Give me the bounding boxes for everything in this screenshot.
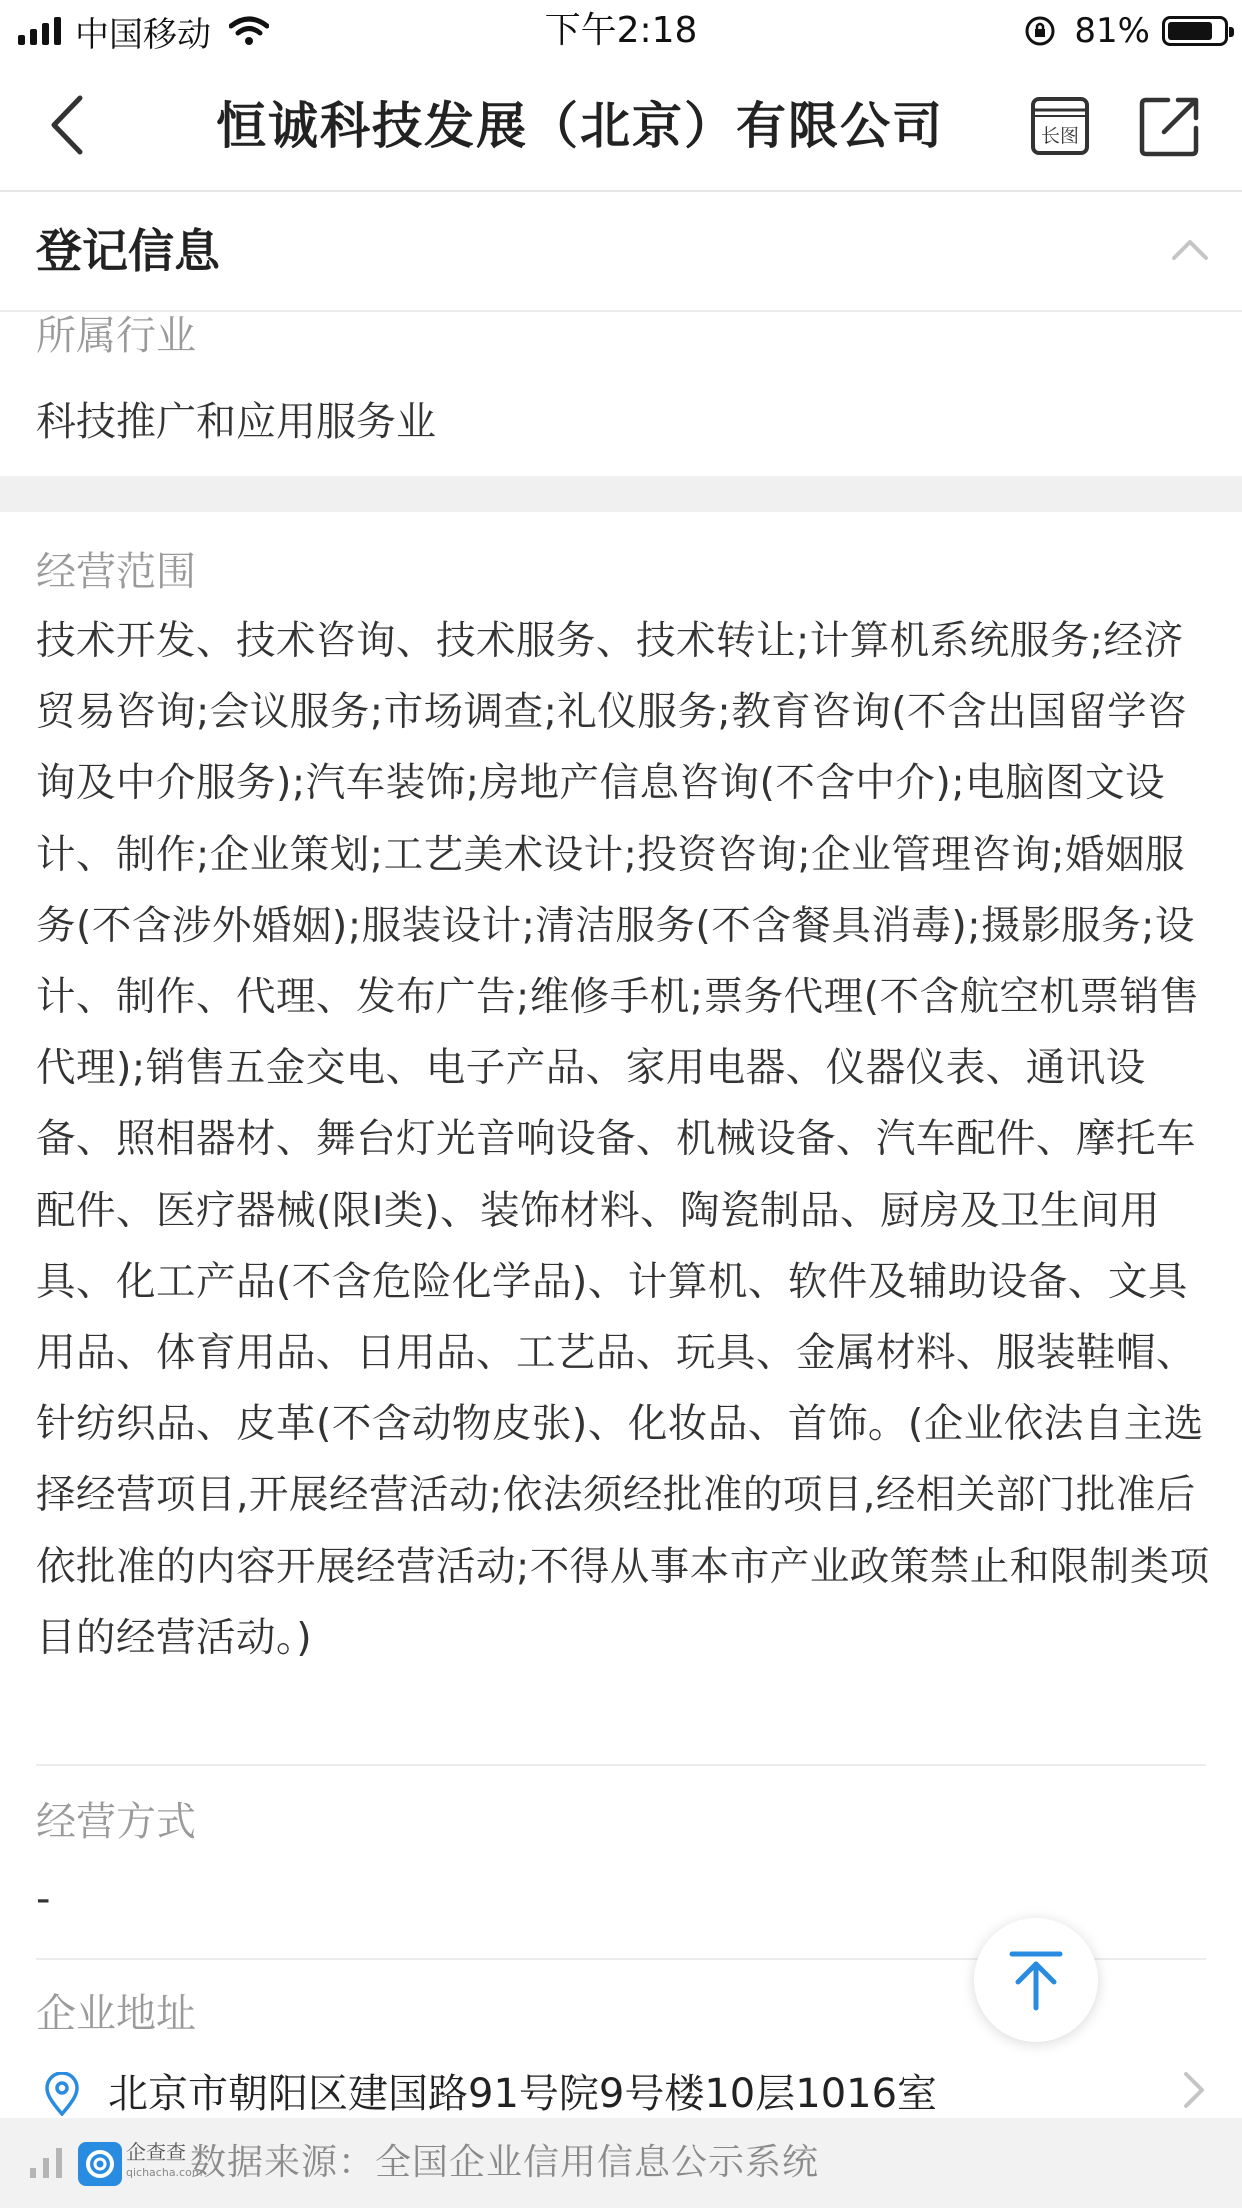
- chevron-left-icon[interactable]: [40, 92, 100, 158]
- logo-subtext: qichacha.com: [126, 2166, 203, 2179]
- section-gap: [0, 476, 1242, 512]
- battery-percent: 81%: [1074, 11, 1150, 51]
- divider: [36, 1764, 1206, 1766]
- industry-label: 所属行业: [36, 313, 196, 359]
- address-label: 企业地址: [36, 1991, 196, 2037]
- section-header[interactable]: [0, 192, 1242, 312]
- long-image-icon[interactable]: [1030, 96, 1090, 156]
- page-title: 恒诚科技发展（北京）有限公司: [216, 97, 944, 155]
- scroll-top-button[interactable]: [974, 1918, 1098, 2042]
- status-right: [1024, 8, 1228, 54]
- status-bar: [0, 0, 1242, 62]
- data-source-text: 数据来源：全国企业信用信息公示系统: [190, 2142, 820, 2183]
- logo-text: 企查查: [126, 2140, 186, 2164]
- business-scope-label: 经营范围: [36, 549, 196, 595]
- address-value[interactable]: 北京市朝阳区建国路91号院9号楼10层1016室: [108, 2071, 938, 2117]
- nav-bar: [0, 62, 1242, 192]
- data-source-footer: [0, 2118, 1242, 2208]
- rotation-lock-icon: [1024, 15, 1056, 47]
- industry-value: 科技推广和应用服务业: [36, 399, 436, 445]
- clock: 下午2:18: [544, 10, 698, 51]
- section-title: 登记信息: [36, 224, 220, 278]
- chevron-up-icon[interactable]: [1168, 230, 1212, 270]
- share-icon[interactable]: [1138, 94, 1202, 158]
- chevron-right-icon[interactable]: [1180, 2068, 1208, 2112]
- long-image-label: 长图: [1040, 125, 1080, 147]
- location-pin-icon: [44, 2072, 80, 2116]
- operation-mode-label: 经营方式: [36, 1799, 196, 1845]
- battery-icon: [1162, 16, 1228, 46]
- arrow-up-icon: [1002, 1946, 1070, 2014]
- bars-icon: [30, 2148, 62, 2178]
- business-scope-text: 技术开发、技术咨询、技术服务、技术转让;计算机系统服务;经济贸易咨询;会议服务;市场调查;礼仪服务;教育咨询(不含出国留学咨询及中介服务);汽车装饰;房地产信息咨询(不含中介);电脑图文设计、制作;企业策划;工艺美术设计;投资咨询;企业管理咨询;婚姻服务(不含涉外婚姻);服装设计;清洁服务(不含餐具消毒);摄影服务;设计、制作、代理、发布广告;维修手机;票务代理(不含航空机票销售代理);销售五金交电、电子产品、家用电器、仪器仪表、通讯设备、照相器材、舞台灯光音响设备、机械设备、汽车配件、摩托车配件、医疗器械(限Ⅰ类)、装饰材料、陶瓷制品、厨房及卫生间用具、化工产品(不含危险化学品)、计算机、软件及辅助设备、文具用品、体育用品、日用品、工艺品、玩具、金属材料、服装鞋帽、针纺织品、皮革(不含动物皮张)、化妆品、首饰。(企业依法自主选择经营项目,开展经营活动;依法须经批准的项目,经相关部门批准后依批准的内容开展经营活动;不得从事本市产业政策禁止和限制类项目的经营活动。): [36, 618, 1210, 1661]
- qichacha-logo-icon: [78, 2142, 122, 2186]
- operation-mode-value: -: [36, 1876, 51, 1922]
- carrier-name: 中国移动: [75, 14, 211, 55]
